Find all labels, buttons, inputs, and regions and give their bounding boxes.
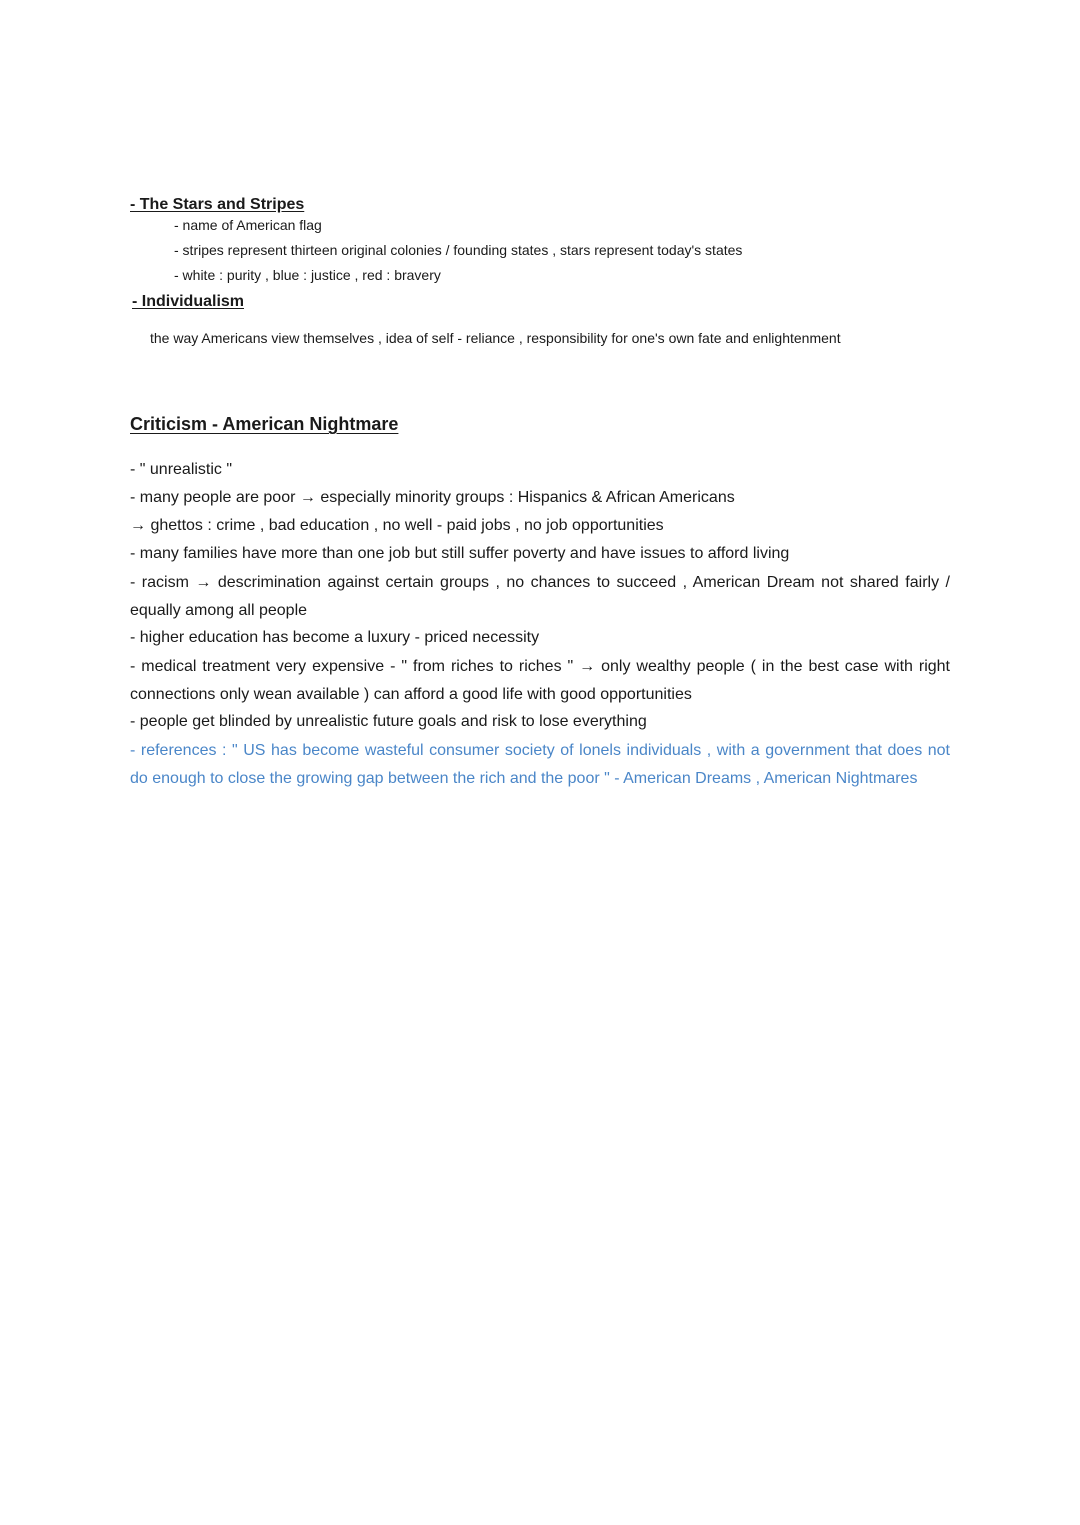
criticism-racism: - racism → descrimination against certain groups , no chances to succeed , American Dream not shared fairly / equally among all people xyxy=(130,574,950,619)
stars-item-3: - white : purity , blue : justice , red : bravery xyxy=(174,267,441,283)
stars-and-stripes-heading: - The Stars and Stripes xyxy=(130,196,305,213)
criticism-heading: Criticism - American Nightmare xyxy=(130,414,399,434)
criticism-line-poor: - many people are poor → especially minority groups : Hispanics & African Americans xyxy=(130,489,735,506)
criticism-medical: - medical treatment very expensive - " from riches to riches " → only wealthy people ( in the best case with right connections only wean available ) can afford a good life with good opportunities xyxy=(130,658,950,703)
criticism-higher-education: - higher education has become a luxury - priced necessity xyxy=(130,629,540,646)
individualism-text: the way Americans view themselves , idea of self - reliance , responsibility for one's own fate and enlightenment xyxy=(150,330,841,346)
criticism-line-families: - many families have more than one job but still suffer poverty and have issues to afford living xyxy=(130,545,790,562)
individualism-heading: - Individualism xyxy=(132,293,245,310)
stars-item-1: - name of American flag xyxy=(174,217,322,233)
criticism-references: - references : " US has become wasteful consumer society of lonels individuals , with a government that does not do enough to close the growing gap between the rich and the poor " - American Dreams , American Nightmares xyxy=(130,742,950,787)
criticism-line-ghettos: → ghettos : crime , bad education , no well - paid jobs , no job opportunities xyxy=(130,517,664,534)
stars-item-2: - stripes represent thirteen original colonies / founding states , stars represent today's states xyxy=(174,242,743,258)
criticism-line-unrealistic: - " unrealistic " xyxy=(130,461,233,478)
criticism-blinded: - people get blinded by unrealistic future goals and risk to lose everything xyxy=(130,713,647,730)
